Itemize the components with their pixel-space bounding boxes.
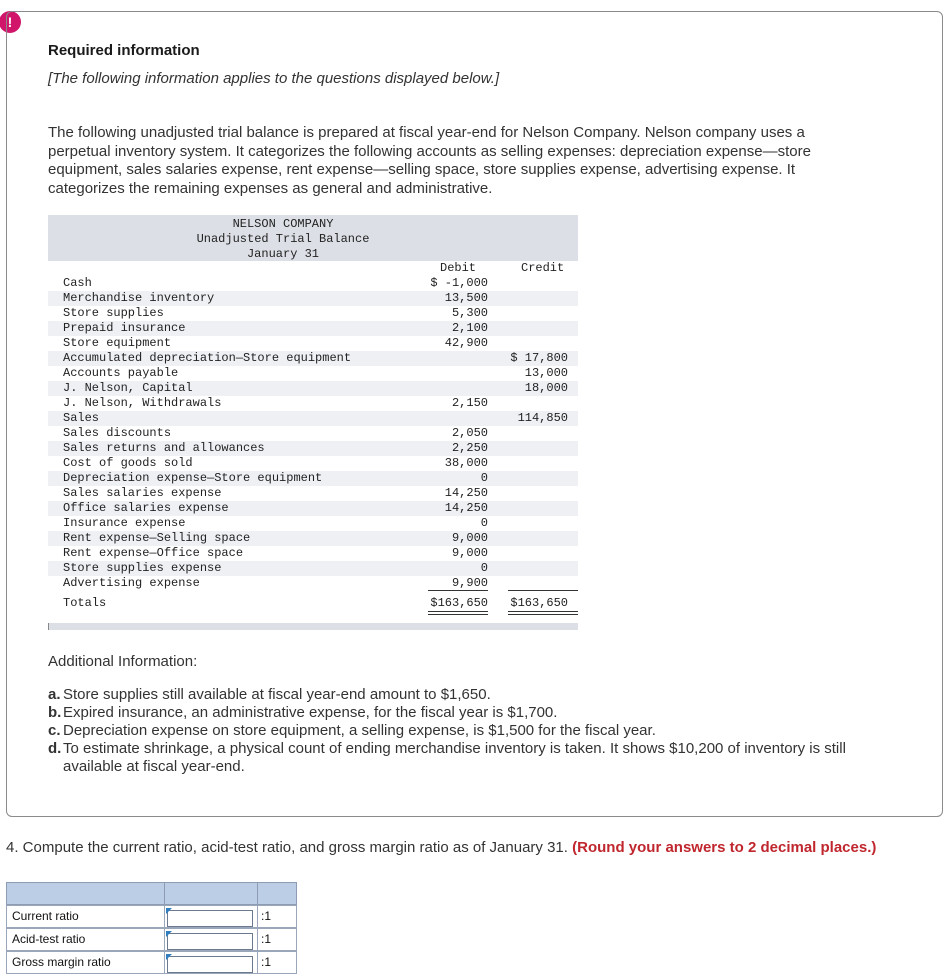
trial-balance-row	[48, 561, 578, 576]
account-name: Accounts payable	[63, 366, 179, 380]
debit-amount: 2,050	[451, 426, 488, 440]
debit-subtotal-rule	[428, 590, 488, 591]
trial-balance-row	[48, 531, 578, 546]
answer-header-label	[6, 882, 165, 905]
answer-header-input	[164, 882, 258, 905]
account-name: Rent expense—Selling space	[63, 531, 251, 545]
totals-debit: $163,650	[430, 596, 488, 610]
item-text: Depreciation expense on store equipment, a selling expense, is $1,500 for the fiscal year.	[63, 722, 656, 739]
debit-amount: 9,900	[451, 576, 488, 590]
acid-test-ratio-suffix: :1	[257, 928, 297, 951]
debit-amount: 5,300	[451, 306, 488, 320]
acid-test-ratio-label: Acid-test ratio	[6, 928, 165, 951]
required-info-note: [The following information applies to the questions displayed below.]	[48, 70, 500, 87]
item-label: d.	[48, 740, 62, 757]
additional-item-a	[48, 686, 898, 704]
trial-balance-row	[48, 546, 578, 561]
trial-balance-row	[48, 471, 578, 486]
trial-balance-row	[48, 306, 578, 321]
account-name: Office salaries expense	[63, 501, 229, 515]
trial-balance-header	[48, 215, 578, 261]
additional-item-d	[48, 740, 898, 776]
answer-row-gross-margin-ratio	[6, 951, 297, 974]
totals-label: Totals	[63, 596, 107, 610]
credit-amount: 114,850	[517, 411, 568, 425]
debit-amount: 38,000	[444, 456, 488, 470]
account-name: Store supplies	[63, 306, 164, 320]
item-text: Store supplies still available at fiscal year-end amount to $1,650.	[63, 686, 491, 703]
debit-amount: 2,150	[451, 396, 488, 410]
gross-margin-ratio-label: Gross margin ratio	[6, 951, 165, 974]
account-name: Sales	[63, 411, 100, 425]
trial-balance-row	[48, 276, 578, 291]
account-name: Insurance expense	[63, 516, 186, 530]
item-label: b.	[48, 704, 62, 721]
trial-balance-row	[48, 576, 578, 591]
item-text: Expired insurance, an administrative expense, for the fiscal year is $1,700.	[63, 704, 558, 721]
trial-balance-row	[48, 426, 578, 441]
trial-balance-row	[48, 411, 578, 426]
account-name: Sales salaries expense	[63, 486, 222, 500]
rounding-instruction: (Round your answers to 2 decimal places.)	[572, 839, 877, 856]
current-ratio-input[interactable]	[167, 910, 253, 927]
account-name: Sales discounts	[63, 426, 172, 440]
debit-amount: 9,000	[451, 546, 488, 560]
account-name: Sales returns and allowances	[63, 441, 265, 455]
additional-item-c	[48, 722, 898, 740]
account-name: J. Nelson, Withdrawals	[63, 396, 222, 410]
account-name: Store equipment	[63, 336, 172, 350]
credit-amount: $ 17,800	[510, 351, 568, 365]
current-ratio-cell	[164, 905, 258, 928]
credit-amount: 13,000	[524, 366, 568, 380]
debit-header: Debit	[440, 261, 477, 275]
answer-row-current-ratio	[6, 905, 297, 928]
debit-amount: 0	[480, 471, 488, 485]
account-name: Merchandise inventory	[63, 291, 215, 305]
trial-balance-row	[48, 396, 578, 411]
answer-header-suffix	[257, 882, 297, 905]
totals-row	[48, 596, 578, 611]
flag-icon	[166, 908, 172, 914]
credit-amount: 18,000	[524, 381, 568, 395]
account-name: Prepaid insurance	[63, 321, 186, 335]
account-name: Store supplies expense	[63, 561, 222, 575]
item-text: To estimate shrinkage, a physical count of ending merchandise inventory is taken. It shows $10,200 of inventory is still available at fiscal year-end.	[63, 740, 846, 775]
trial-balance-row	[48, 456, 578, 471]
debit-amount: 2,250	[451, 441, 488, 455]
current-ratio-label: Current ratio	[6, 905, 165, 928]
acid-test-ratio-cell	[164, 928, 258, 951]
debit-amount: 14,250	[444, 486, 488, 500]
account-name: Depreciation expense—Store equipment	[63, 471, 323, 485]
flag-icon	[166, 931, 172, 937]
acid-test-ratio-input[interactable]	[167, 933, 253, 950]
debit-amount: 9,000	[451, 531, 488, 545]
trial-balance-footer	[48, 623, 578, 630]
item-label: a.	[48, 686, 61, 703]
debit-amount: 42,900	[444, 336, 488, 350]
question-text: 4. Compute the current ratio, acid-test ratio, and gross margin ratio as of January 31.	[6, 839, 568, 856]
statement-name: Unadjusted Trial Balance	[196, 232, 370, 246]
additional-item-b	[48, 704, 898, 722]
trial-balance-row	[48, 291, 578, 306]
credit-subtotal-rule	[508, 590, 578, 591]
trial-balance-row	[48, 321, 578, 336]
account-name: Cost of goods sold	[63, 456, 193, 470]
trial-balance-row	[48, 336, 578, 351]
account-name: Rent expense—Office space	[63, 546, 244, 560]
item-label: c.	[48, 722, 61, 739]
account-name: Accumulated depreciation—Store equipment	[63, 351, 352, 365]
trial-balance-row	[48, 366, 578, 381]
company-name: NELSON COMPANY	[232, 217, 334, 231]
trial-balance-row	[48, 501, 578, 516]
trial-balance-row	[48, 486, 578, 501]
additional-info-heading: Additional Information:	[48, 653, 198, 670]
debit-amount: 2,100	[451, 321, 488, 335]
debit-amount: 14,250	[444, 501, 488, 515]
debit-amount: 13,500	[444, 291, 488, 305]
trial-balance-row	[48, 381, 578, 396]
answer-row-acid-test-ratio	[6, 928, 297, 951]
account-name: Advertising expense	[63, 576, 200, 590]
intro-paragraph: The following unadjusted trial balance is prepared at fiscal year-end for Nelson Company. Nelson company uses a perpetual inventory system. It categorizes the following accounts as selling expenses: depreciation expense—store equipment, sales salaries expense, rent expense—selling space, store supplies expense, advertising expense. It categorizes the remaining expenses as general and administrative.	[48, 124, 811, 197]
debit-amount: $ -1,000	[430, 276, 488, 290]
alert-icon: !	[0, 11, 21, 33]
required-info-title: Required information	[48, 42, 200, 59]
account-name: J. Nelson, Capital	[63, 381, 193, 395]
current-ratio-suffix: :1	[257, 905, 297, 928]
debit-amount: 0	[480, 561, 488, 575]
flag-icon	[166, 954, 172, 960]
trial-balance-table	[48, 215, 578, 630]
trial-balance-row	[48, 516, 578, 531]
question-prompt	[6, 839, 876, 856]
statement-date: January 31	[246, 247, 319, 261]
trial-balance-row	[48, 351, 578, 366]
credit-header: Credit	[521, 261, 565, 275]
additional-info-list	[48, 686, 898, 776]
credit-total-double-rule	[508, 611, 578, 615]
totals-credit: $163,650	[510, 596, 568, 610]
trial-balance-row	[48, 441, 578, 456]
debit-amount: 0	[480, 516, 488, 530]
debit-total-double-rule	[428, 611, 488, 615]
account-name: Cash	[63, 276, 92, 290]
gross-margin-ratio-suffix: :1	[257, 951, 297, 974]
gross-margin-ratio-input[interactable]	[167, 956, 253, 973]
gross-margin-ratio-cell	[164, 951, 258, 974]
